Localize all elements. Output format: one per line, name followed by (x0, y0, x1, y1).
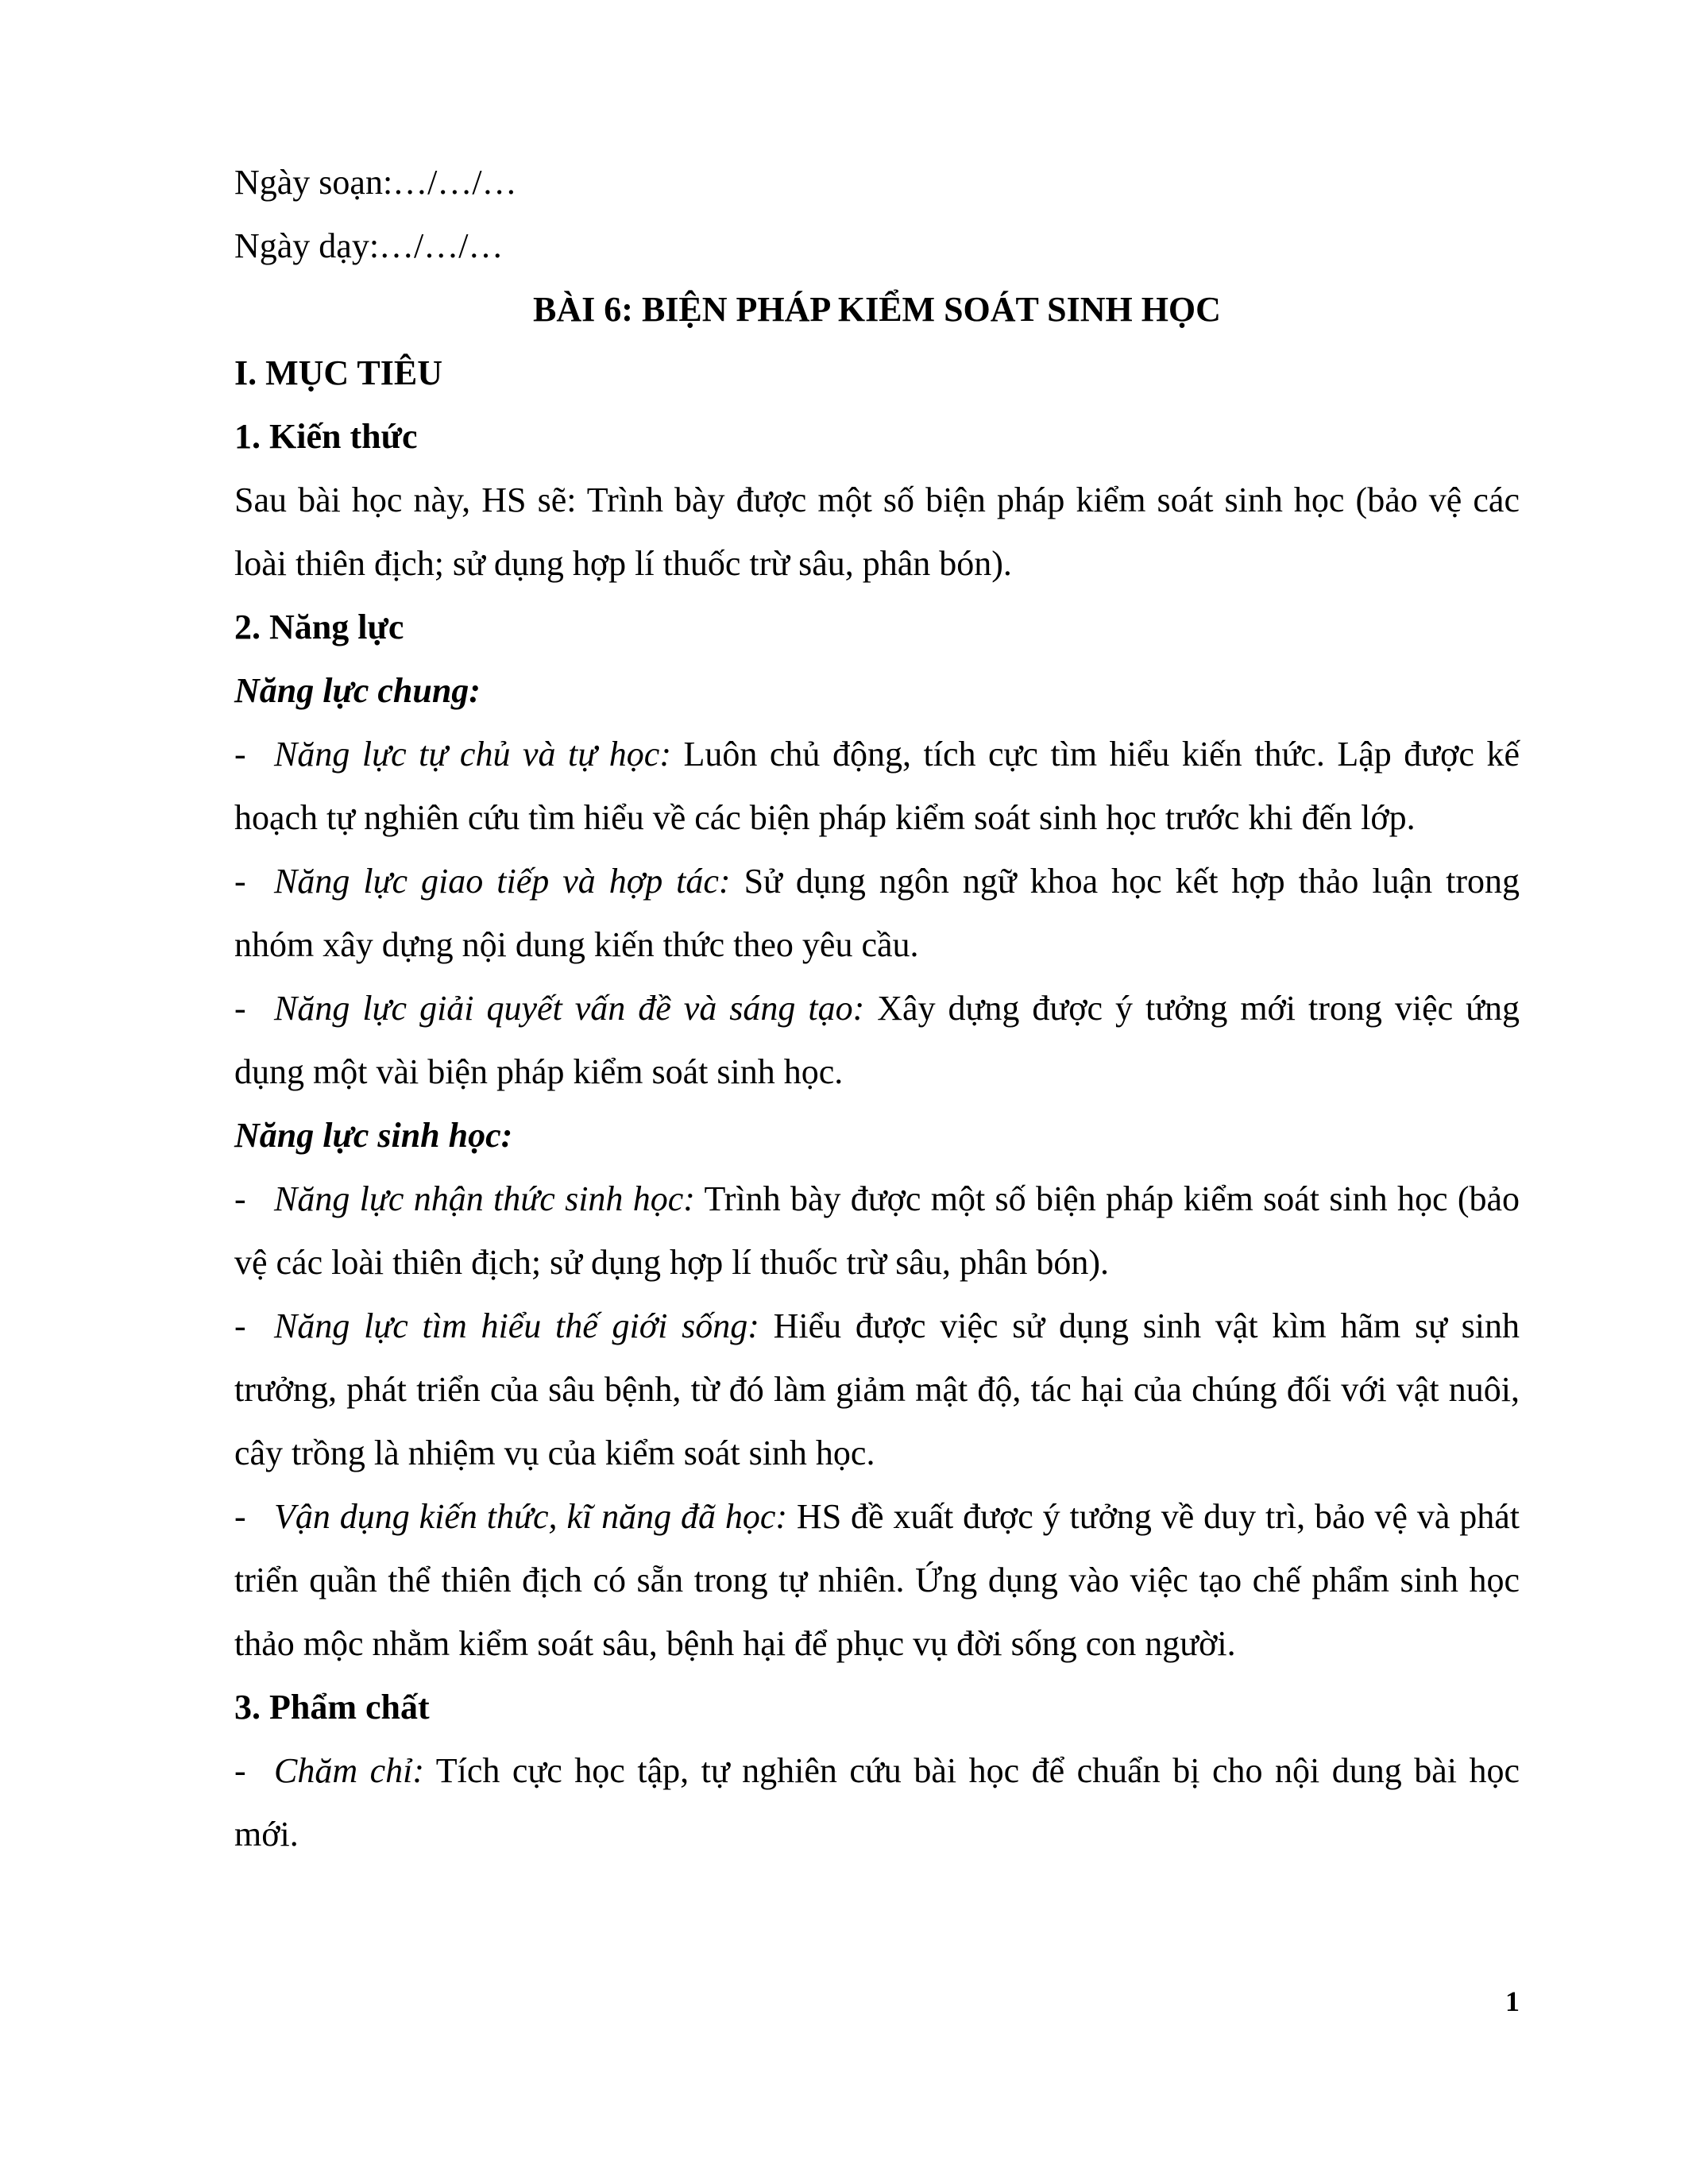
list-item (234, 977, 1520, 1104)
list-item (234, 1167, 1520, 1295)
document-page (234, 151, 1520, 1866)
bullet-dash: - (234, 1306, 246, 1345)
knowledge-paragraph: Sau bài học này, HS sẽ: Trình bày được một số biện pháp kiểm soát sinh học (bảo vệ các loài thiên địch; sử dụng hợp lí thuốc trừ sâu, phân bón). (234, 480, 1520, 583)
subheading-knowledge: 1. Kiến thức (234, 417, 418, 456)
list-item (234, 723, 1520, 850)
bullet-dash: - (234, 1497, 246, 1536)
page-number: 1 (1505, 1985, 1520, 2017)
subheading-competence: 2. Năng lực (234, 608, 404, 646)
bullet-dash: - (234, 1751, 246, 1790)
list-item (234, 1739, 1520, 1866)
item-label: Năng lực tự chủ và tự học: (274, 735, 671, 774)
item-text: Hiểu được việc sử dụng sinh vật kìm hãm sự sinh trưởng, phát triển của sâu bệnh, từ đó làm giảm mật độ, tác hại của chúng đối với vật nuôi, cây trồng là nhiệm vụ của kiểm soát sinh học. (234, 1306, 1520, 1472)
list-item (234, 850, 1520, 977)
item-text: HS đề xuất được ý tưởng về duy trì, bảo vệ và phát triển quần thể thiên địch có sẵn trong tự nhiên. Ứng dụng vào việc tạo chế phẩm sinh học thảo mộc nhằm kiểm soát sâu, bệnh hại để phục vụ đời sống con người. (234, 1497, 1520, 1663)
biology-competence-heading: Năng lực sinh học: (234, 1116, 513, 1155)
item-text: Tích cực học tập, tự nghiên cứu bài học để chuẩn bị cho nội dung bài học mới. (234, 1751, 1520, 1854)
item-text: Trình bày được một số biện pháp kiểm soát sinh học (bảo vệ các loài thiên địch; sử dụng hợp lí thuốc trừ sâu, phân bón). (234, 1179, 1520, 1282)
item-label: Vận dụng kiến thức, kĩ năng đã học: (274, 1497, 788, 1536)
item-label: Chăm chỉ: (274, 1751, 425, 1790)
section-heading-objectives: I. MỤC TIÊU (234, 353, 443, 392)
bullet-dash: - (234, 862, 246, 901)
bullet-dash: - (234, 1179, 246, 1218)
item-label: Năng lực nhận thức sinh học: (274, 1179, 695, 1218)
list-item (234, 1295, 1520, 1485)
item-label: Năng lực tìm hiểu thế giới sống: (274, 1306, 759, 1345)
date-prepared: Ngày soạn:…/…/… (234, 163, 517, 202)
item-label: Năng lực giao tiếp và hợp tác: (274, 862, 731, 901)
subheading-qualities: 3. Phẩm chất (234, 1688, 430, 1727)
item-text: Luôn chủ động, tích cực tìm hiểu kiến thức. Lập được kế hoạch tự nghiên cứu tìm hiểu về các biện pháp kiểm soát sinh học trước khi đến lớp. (234, 735, 1520, 837)
bullet-dash: - (234, 735, 246, 774)
item-text: Sử dụng ngôn ngữ khoa học kết hợp thảo luận trong nhóm xây dựng nội dung kiến thức theo yêu cầu. (234, 862, 1520, 964)
item-label: Năng lực giải quyết vấn đề và sáng tạo: (274, 989, 865, 1028)
item-text: Xây dựng được ý tưởng mới trong việc ứng dụng một vài biện pháp kiểm soát sinh học. (234, 989, 1520, 1091)
lesson-title: BÀI 6: BIỆN PHÁP KIỂM SOÁT SINH HỌC (533, 290, 1221, 329)
list-item (234, 1485, 1520, 1676)
bullet-dash: - (234, 989, 246, 1028)
date-taught: Ngày dạy:…/…/… (234, 226, 504, 265)
general-competence-heading: Năng lực chung: (234, 671, 481, 710)
